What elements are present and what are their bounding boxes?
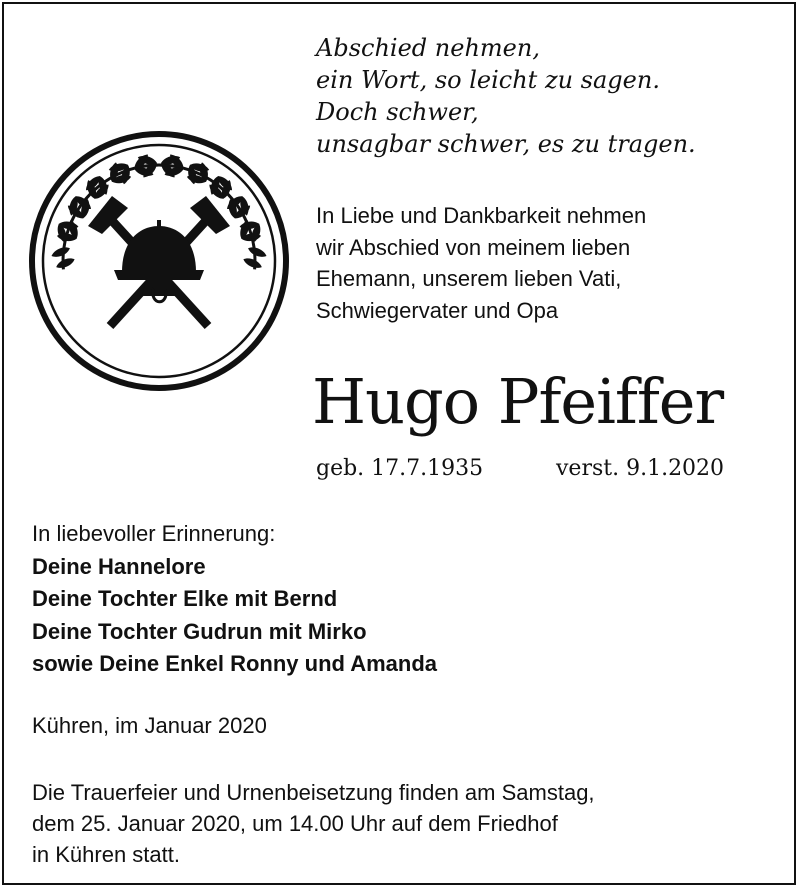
poem-line: unsagbar schwer, es zu tragen.	[316, 130, 696, 158]
mourner: sowie Deine Enkel Ronny und Amanda	[32, 651, 438, 676]
intro-line: wir Abschied von meinem lieben	[316, 234, 631, 260]
mourners-heading: In liebevoller Erinnerung:	[32, 521, 276, 546]
life-dates	[316, 454, 725, 484]
service-line: in Kühren statt.	[32, 842, 180, 867]
mourner: Deine Tochter Elke mit Bernd	[32, 586, 338, 611]
intro-text	[316, 200, 646, 326]
obituary-frame	[2, 2, 796, 885]
mourners-list	[32, 518, 437, 681]
death-date: verst. 9.1.2020	[556, 456, 725, 481]
deceased-name: Hugo Pfeiffer	[312, 365, 724, 438]
service-line: Die Trauerfeier und Urnenbeisetzung finden am Samstag,	[32, 780, 595, 805]
poem	[316, 32, 696, 160]
poem-line: ein Wort, so leicht zu sagen.	[316, 66, 660, 94]
mourner: Deine Tochter Gudrun mit Mirko	[32, 618, 367, 644]
fire-brigade-emblem-icon	[28, 130, 290, 392]
intro-line: Ehemann, unserem lieben Vati,	[316, 266, 622, 291]
poem-line: Abschied nehmen,	[316, 34, 540, 62]
funeral-service-info	[32, 777, 595, 870]
mourner: Deine Hannelore	[32, 553, 206, 579]
intro-line: In Liebe und Dankbarkeit nehmen	[316, 203, 647, 228]
poem-line: Doch schwer,	[316, 98, 479, 126]
place-date: Kühren, im Januar 2020	[32, 713, 267, 738]
intro-line: Schwiegervater und Opa	[316, 297, 559, 323]
birth-date: geb. 17.7.1935	[316, 456, 484, 481]
service-line: dem 25. Januar 2020, um 14.00 Uhr auf dem Friedhof	[32, 811, 558, 836]
